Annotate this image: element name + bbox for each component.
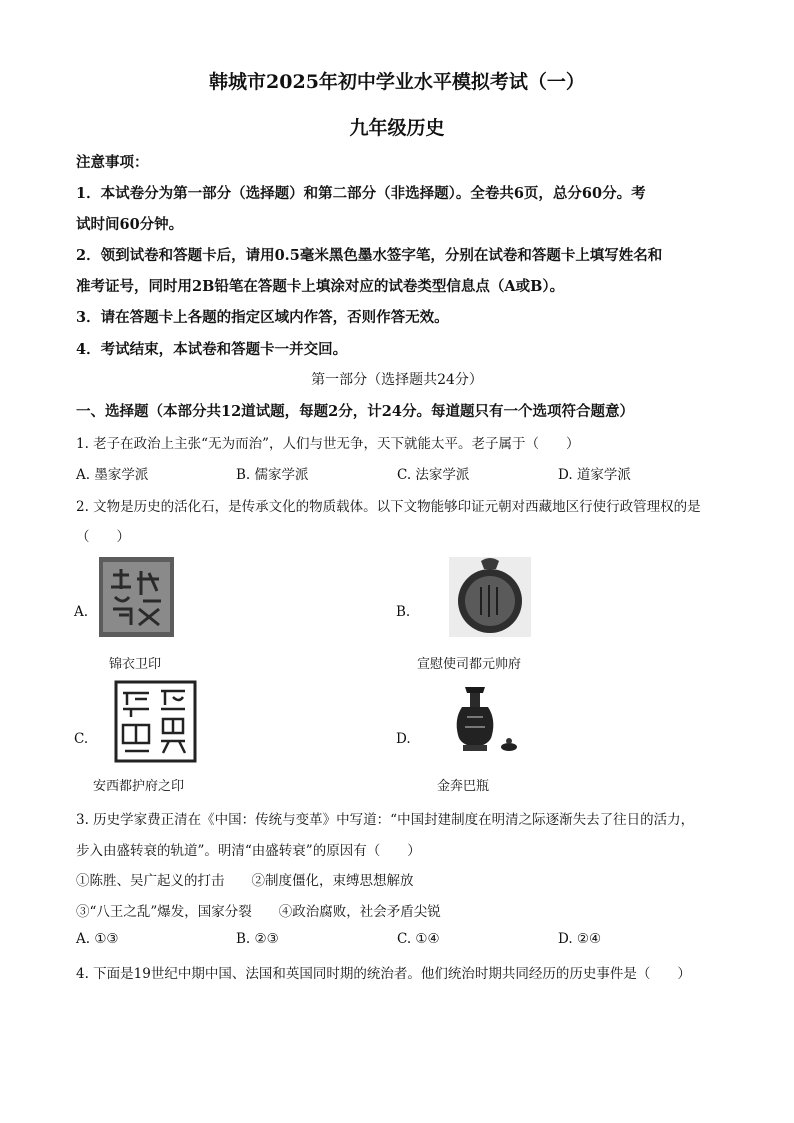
q2-caption-c: 安西都护府之印 xyxy=(93,779,185,794)
q3-option-b[interactable]: B. ②③ xyxy=(236,931,279,947)
q2-option-a-label[interactable]: A. xyxy=(74,604,89,620)
q1-stem: 1. 老子在政治上主张“无为而治”，人们与世无争，天下就能太平。老子属于（ ） xyxy=(76,436,580,452)
q3-stem-line-1: 3. 历史学家费正清在《中国：传统与变革》中写道：“中国封建制度在明清之际逐渐失去了往日的活力， xyxy=(76,812,695,828)
q3-statements-1-2: ①陈胜、吴广起义的打击 ②制度僵化，束缚思想解放 xyxy=(76,873,414,889)
notice-item-4: 4．考试结束，本试卷和答题卡一并交回。 xyxy=(76,341,348,358)
seal-image-jinyiwei xyxy=(99,557,174,637)
q2-option-b-label[interactable]: B. xyxy=(396,604,411,620)
q1-option-d[interactable]: D. 道家学派 xyxy=(558,467,631,483)
q3-option-c[interactable]: C. ①④ xyxy=(397,931,440,947)
q3-statements-3-4: ③“八王之乱”爆发，国家分裂 ④政治腐败，社会矛盾尖锐 xyxy=(76,904,441,920)
part1-heading: 第一部分（选择题共24分） xyxy=(311,372,483,388)
q1-option-a[interactable]: A. 墨家学派 xyxy=(76,467,149,483)
seal-image-anxi xyxy=(113,679,198,764)
section-heading: 一、选择题（本部分共12道试题，每题2分，计24分。每道题只有一个选项符合题意） xyxy=(76,403,634,420)
q2-option-c-label[interactable]: C. xyxy=(74,731,89,747)
q2-caption-b: 宣慰使司都元帅府 xyxy=(417,657,522,672)
exam-subtitle: 九年级历史 xyxy=(349,117,445,139)
notice-item-2-line-1: 2．领到试卷和答题卡后，请用0.5毫米黑色墨水签字笔，分别在试卷和答题卡上填写姓名和 xyxy=(76,247,663,264)
exam-title: 韩城市2025年初中学业水平模拟考试（一） xyxy=(209,71,585,93)
q2-stem-line-2: （ ） xyxy=(76,529,130,545)
q3-stem-line-2: 步入由盛转衰的轨道”。明清“由盛转衰”的原因有（ ） xyxy=(76,843,421,859)
q2-caption-a: 锦衣卫印 xyxy=(109,657,162,672)
notice-item-1-line-1: 1．本试卷分为第一部分（选择题）和第二部分（非选择题）。全卷共6页，总分60分。考 xyxy=(76,185,646,202)
plaque-image-xuanwei xyxy=(449,557,531,637)
q4-stem: 4. 下面是19世纪中期中国、法国和英国同时期的统治者。他们统治时期共同经历的历史事件是（ ） xyxy=(76,966,691,982)
notice-item-1-line-2: 试时间60分钟。 xyxy=(76,216,184,233)
q2-option-d-label[interactable]: D. xyxy=(396,731,411,747)
notice-item-2-line-2: 准考证号，同时用2B铅笔在答题卡上填涂对应的试卷类型信息点（A或B）。 xyxy=(76,278,565,295)
q1-option-c[interactable]: C. 法家学派 xyxy=(397,467,470,483)
vase-image-jinbenba xyxy=(447,683,532,759)
q2-caption-d: 金奔巴瓶 xyxy=(437,779,490,794)
notice-heading: 注意事项： xyxy=(76,154,149,171)
q2-stem-line-1: 2. 文物是历史的活化石，是传承文化的物质载体。以下文物能够印证元朝对西藏地区行使行政管理权的是 xyxy=(76,499,701,515)
q1-option-b[interactable]: B. 儒家学派 xyxy=(236,467,309,483)
notice-item-3: 3．请在答题卡上各题的指定区域内作答，否则作答无效。 xyxy=(76,309,449,326)
q3-option-a[interactable]: A. ①③ xyxy=(76,931,119,947)
q3-option-d[interactable]: D. ②④ xyxy=(558,931,602,947)
